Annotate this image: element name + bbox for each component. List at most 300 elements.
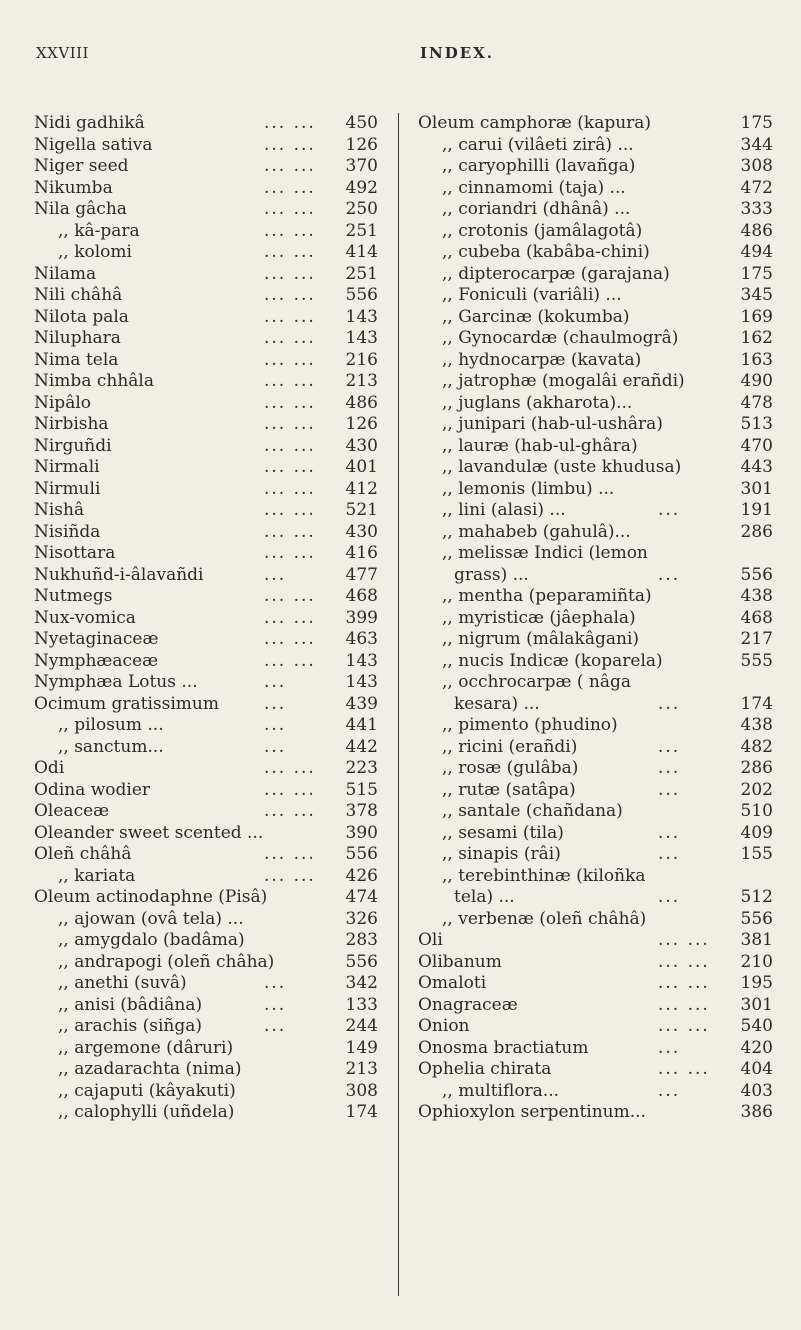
- page-reference: 486: [345, 392, 378, 413]
- index-term: Ophelia chirata: [418, 1059, 552, 1079]
- index-term: Oleander sweet scented ...: [34, 822, 264, 843]
- leader-dots: ... ...: [264, 220, 316, 241]
- leader-dots: ... ...: [264, 349, 316, 370]
- index-entry: [418, 565, 773, 587]
- page-reference: 412: [345, 478, 378, 499]
- page-reference: 556: [740, 564, 773, 585]
- page-reference: 478: [740, 392, 773, 413]
- index-term: ,, calophylli (uñdela): [58, 1102, 235, 1122]
- page-number: XXVIII: [36, 44, 89, 62]
- index-entry: [418, 393, 773, 415]
- index-term: ,, Gynocardæ (chaulmogrâ): [442, 328, 679, 348]
- leader-dots: ...: [264, 564, 287, 585]
- index-entry: [418, 500, 773, 522]
- leader-dots: ... ...: [264, 414, 316, 434]
- page-reference: 482: [740, 736, 773, 757]
- index-entry: [418, 113, 773, 135]
- index-entry: [418, 457, 773, 479]
- index-entry: [418, 930, 773, 952]
- index-term: ,, sesami (tila): [442, 822, 564, 843]
- page-reference: 301: [740, 478, 773, 499]
- leader-dots: ... ...: [264, 844, 316, 864]
- leader-dots: ... ...: [264, 865, 316, 886]
- index-entry: [418, 672, 773, 694]
- index-entry: [418, 651, 773, 673]
- index-term: Nidi gadhikâ: [34, 113, 145, 133]
- leader-dots: ... ...: [264, 500, 316, 520]
- index-term: ,, sinapis (râi): [442, 844, 561, 864]
- page-reference: 477: [345, 564, 378, 585]
- index-term: ,, santale (chañdana): [442, 801, 623, 821]
- page-reference: 143: [345, 650, 378, 671]
- leader-dots: ... ...: [658, 994, 710, 1015]
- index-entry: [418, 909, 773, 931]
- index-entry: [34, 156, 384, 178]
- page-reference: 492: [345, 177, 378, 198]
- leader-dots: ... ...: [264, 242, 316, 262]
- leader-dots: ... ...: [264, 758, 316, 778]
- index-term: ,, lauræ (hab-ul-ghâra): [442, 435, 638, 456]
- index-term: ,, nucis Indicæ (koparela): [442, 650, 663, 671]
- page-reference: 470: [740, 435, 773, 456]
- page-reference: 430: [345, 435, 378, 456]
- leader-dots: ...: [658, 736, 681, 757]
- page-reference: 474: [345, 887, 378, 907]
- index-entry: [34, 930, 384, 952]
- index-term: Oli: [418, 930, 443, 950]
- page-reference: 143: [345, 328, 378, 348]
- index-term: kesara) ...: [454, 693, 540, 714]
- page-reference: 217: [740, 629, 773, 649]
- page-reference: 250: [345, 199, 378, 219]
- index-term: Onagraceæ: [418, 994, 518, 1015]
- page-reference: 370: [345, 156, 378, 176]
- index-entry: [418, 737, 773, 759]
- index-term: ,, amygdalo (badâma): [58, 930, 245, 950]
- index-term: ,, verbenæ (oleñ châhâ): [442, 908, 647, 929]
- index-term: ,, lavandulæ (uste khudusa): [442, 457, 682, 477]
- index-entry: [34, 844, 384, 866]
- index-term: Nukhuñd-i-âlavañdi: [34, 564, 204, 585]
- index-entry: [34, 414, 384, 436]
- index-entry: [34, 995, 384, 1017]
- index-term: ,, cinnamomi (taja) ...: [442, 177, 626, 198]
- page-reference: 468: [740, 607, 773, 628]
- page-reference: 441: [345, 715, 378, 735]
- page-reference: 438: [740, 586, 773, 606]
- leader-dots: ... ...: [264, 134, 316, 155]
- index-term: Oleaceæ: [34, 801, 110, 821]
- index-term: Nux-vomica: [34, 607, 136, 628]
- page-reference: 210: [740, 951, 773, 972]
- index-entry: [34, 500, 384, 522]
- index-term: Nilota pala: [34, 306, 129, 327]
- leader-dots: ...: [658, 844, 681, 864]
- index-entry: [418, 328, 773, 350]
- index-entry: [34, 823, 384, 845]
- index-entry: [34, 457, 384, 479]
- index-term: Onion: [418, 1016, 470, 1036]
- index-entry: [34, 221, 384, 243]
- index-term: Nirmali: [34, 457, 100, 477]
- leader-dots: ... ...: [264, 371, 316, 391]
- page-reference: 213: [345, 1059, 378, 1079]
- page-reference: 490: [740, 371, 773, 391]
- page-reference: 438: [740, 715, 773, 735]
- leader-dots: ... ...: [264, 199, 316, 219]
- page-reference: 333: [740, 199, 773, 219]
- index-term: Nirmuli: [34, 478, 101, 499]
- index-entry: [34, 350, 384, 372]
- leader-dots: ... ...: [264, 285, 316, 305]
- leader-dots: ... ...: [264, 306, 316, 327]
- index-term: tela) ...: [454, 887, 515, 907]
- index-entry: [34, 393, 384, 415]
- index-entry: [418, 1016, 773, 1038]
- index-term: Nisiñda: [34, 521, 101, 542]
- page-reference: 143: [345, 672, 378, 692]
- index-term: Nymphæaceæ: [34, 650, 159, 671]
- index-term: Nimba chhâla: [34, 371, 154, 391]
- index-term: Oleñ châhâ: [34, 844, 132, 864]
- leader-dots: ... ...: [264, 801, 316, 821]
- index-entry: [34, 651, 384, 673]
- page-reference: 283: [345, 930, 378, 950]
- index-term: ,, occhrocarpæ ( nâga: [442, 672, 631, 692]
- index-entry: [418, 866, 773, 888]
- index-entry: [418, 586, 773, 608]
- leader-dots: ... ...: [658, 973, 710, 993]
- index-term: ,, rutæ (satâpa): [442, 779, 576, 800]
- page-reference: 403: [740, 1080, 773, 1101]
- leader-dots: ...: [264, 1016, 287, 1036]
- index-entry: [418, 307, 773, 329]
- index-entry: [418, 242, 773, 264]
- page-reference: 175: [740, 263, 773, 284]
- index-entry: [418, 629, 773, 651]
- index-entry: [34, 737, 384, 759]
- index-entry: [34, 909, 384, 931]
- index-term: ,, andrapogi (oleñ châha): [58, 951, 275, 972]
- leader-dots: ...: [264, 994, 287, 1015]
- page-reference: 513: [740, 414, 773, 434]
- index-entry: [418, 199, 773, 221]
- index-term: ,, arachis (siñga): [58, 1016, 203, 1036]
- page-reference: 191: [740, 500, 773, 520]
- index-term: ,, pilosum ...: [58, 715, 164, 735]
- index-entry: [34, 285, 384, 307]
- column-divider: [398, 113, 399, 1296]
- page-reference: 155: [740, 844, 773, 864]
- index-entry: [34, 1059, 384, 1081]
- index-entry: [418, 135, 773, 157]
- leader-dots: ...: [264, 693, 287, 714]
- page-reference: 251: [345, 263, 378, 284]
- index-term: ,, nigrum (mâlakâgani): [442, 629, 640, 649]
- page-reference: 515: [345, 779, 378, 800]
- index-term: ,, cajaputi (kâyakuti): [58, 1080, 236, 1101]
- index-term: ,, caryophilli (lavañga): [442, 156, 636, 176]
- leader-dots: ... ...: [264, 328, 316, 348]
- page-reference: 251: [345, 220, 378, 241]
- index-term: Nigella sativa: [34, 134, 153, 155]
- leader-dots: ... ...: [264, 177, 316, 198]
- index-entry: [34, 608, 384, 630]
- index-term: ,, junipari (hab-ul-ushâra): [442, 414, 663, 434]
- leader-dots: ... ...: [264, 543, 316, 563]
- index-term: ,, lemonis (limbu) ...: [442, 478, 615, 499]
- index-entry: [34, 586, 384, 608]
- page-reference: 174: [740, 693, 773, 714]
- index-term: ,, cubeba (kabâba-chini): [442, 242, 650, 262]
- index-entry: [34, 178, 384, 200]
- index-entry: [418, 758, 773, 780]
- leader-dots: ...: [264, 736, 287, 757]
- page-header: [0, 38, 801, 68]
- index-term: ,, crotonis (jamâlagotâ): [442, 220, 643, 241]
- index-term: Oleum camphoræ (kapura): [418, 113, 652, 133]
- index-entry: [418, 694, 773, 716]
- index-entry: [418, 371, 773, 393]
- page-reference: 486: [740, 220, 773, 241]
- index-entry: [34, 113, 384, 135]
- page-reference: 162: [740, 328, 773, 348]
- index-term: Nipâlo: [34, 392, 92, 413]
- index-entry: [418, 436, 773, 458]
- index-term: Nili châhâ: [34, 285, 123, 305]
- index-entry: [418, 715, 773, 737]
- index-entry: [418, 479, 773, 501]
- index-term: ,, ajowan (ovâ tela) ...: [58, 908, 244, 929]
- index-entry: [418, 780, 773, 802]
- page-reference: 175: [740, 113, 773, 133]
- page-reference: 556: [345, 285, 378, 305]
- index-term: ,, Foniculi (variâli) ...: [442, 285, 622, 305]
- leader-dots: ...: [658, 500, 681, 520]
- index-entry: [418, 823, 773, 845]
- leader-dots: ...: [658, 693, 681, 714]
- index-entry: [418, 1081, 773, 1103]
- index-term: Odina wodier: [34, 779, 151, 800]
- leader-dots: ...: [264, 715, 287, 735]
- index-entry: [418, 887, 773, 909]
- index-term: Ocimum gratissimum: [34, 693, 219, 714]
- page-reference: 463: [345, 629, 378, 649]
- index-entry: [34, 672, 384, 694]
- index-term: Nirbisha: [34, 414, 109, 434]
- index-entry: [418, 995, 773, 1017]
- index-entry: [418, 221, 773, 243]
- index-column-right: [418, 113, 773, 1124]
- index-term: grass) ...: [454, 564, 529, 585]
- index-term: Niluphara: [34, 328, 121, 348]
- page-reference: 308: [345, 1080, 378, 1101]
- index-term: Oleum actinodaphne (Pisâ): [34, 887, 268, 907]
- index-term: Niger seed: [34, 156, 129, 176]
- page-reference: 169: [740, 306, 773, 327]
- index-entry: [34, 264, 384, 286]
- leader-dots: ... ...: [264, 457, 316, 477]
- index-term: Nilama: [34, 263, 97, 284]
- leader-dots: ...: [658, 758, 681, 778]
- index-entry: [34, 479, 384, 501]
- page-reference: 390: [345, 822, 378, 843]
- page-reference: 420: [740, 1037, 773, 1058]
- page-reference: 301: [740, 994, 773, 1015]
- leader-dots: ...: [658, 779, 681, 800]
- index-term: Nisottara: [34, 543, 116, 563]
- page-reference: 468: [345, 586, 378, 606]
- index-entry: [418, 285, 773, 307]
- leader-dots: ...: [264, 973, 287, 993]
- index-entry: [34, 887, 384, 909]
- index-entry: [418, 844, 773, 866]
- index-entry: [418, 1102, 773, 1124]
- index-entry: [34, 565, 384, 587]
- page-reference: 345: [740, 285, 773, 305]
- leader-dots: ... ...: [658, 1059, 710, 1079]
- running-head: INDEX.: [420, 44, 495, 62]
- index-entry: [34, 1081, 384, 1103]
- leader-dots: ... ...: [264, 586, 316, 606]
- leader-dots: ... ...: [264, 113, 316, 133]
- index-term: ,, coriandri (dhânâ) ...: [442, 199, 631, 219]
- index-term: Nishâ: [34, 500, 85, 520]
- index-term: ,, kariata: [58, 865, 136, 886]
- index-term: Nirguñdi: [34, 435, 112, 456]
- page-reference: 439: [345, 693, 378, 714]
- leader-dots: ...: [658, 1080, 681, 1101]
- index-entry: [34, 866, 384, 888]
- index-entry: [34, 436, 384, 458]
- page-reference: 556: [345, 844, 378, 864]
- index-term: ,, dipterocarpæ (garajana): [442, 263, 670, 284]
- page-reference: 472: [740, 177, 773, 198]
- leader-dots: ... ...: [264, 156, 316, 176]
- index-term: ,, anisi (bâdiâna): [58, 994, 203, 1015]
- index-entry: [34, 328, 384, 350]
- index-term: ,, sanctum...: [58, 736, 164, 757]
- index-entry: [418, 522, 773, 544]
- index-term: Olibanum: [418, 951, 502, 972]
- index-entry: [34, 543, 384, 565]
- index-term: ,, juglans (akharota)...: [442, 392, 633, 413]
- index-term: Odi: [34, 758, 65, 778]
- page-reference: 556: [740, 908, 773, 929]
- index-entry: [34, 135, 384, 157]
- index-entry: [34, 199, 384, 221]
- index-term: ,, melissæ Indici (lemon: [442, 543, 648, 563]
- index-entry: [34, 522, 384, 544]
- index-term: ,, multiflora...: [442, 1080, 560, 1101]
- index-entry: [34, 694, 384, 716]
- page-reference: 223: [345, 758, 378, 778]
- leader-dots: ... ...: [264, 392, 316, 413]
- index-term: ,, lini (alasi) ...: [442, 500, 566, 520]
- index-entry: [418, 350, 773, 372]
- leader-dots: ... ...: [264, 263, 316, 284]
- index-term: ,, rosæ (gulâba): [442, 758, 579, 778]
- leader-dots: ... ...: [264, 779, 316, 800]
- index-entry: [418, 952, 773, 974]
- index-term: ,, anethi (suvâ): [58, 973, 187, 993]
- leader-dots: ... ...: [264, 435, 316, 456]
- index-term: Nikumba: [34, 177, 113, 198]
- index-entry: [418, 1038, 773, 1060]
- page-reference: 126: [345, 134, 378, 155]
- index-term: Nyetaginaceæ: [34, 629, 159, 649]
- index-term: ,, pimento (phudino): [442, 715, 618, 735]
- index-term: Nila gâcha: [34, 199, 127, 219]
- page-reference: 244: [345, 1016, 378, 1036]
- page-reference: 326: [345, 908, 378, 929]
- index-entry: [34, 801, 384, 823]
- leader-dots: ... ...: [264, 629, 316, 649]
- index-entry: [418, 1059, 773, 1081]
- page-reference: 450: [345, 113, 378, 133]
- page-reference: 426: [345, 865, 378, 886]
- page-reference: 342: [345, 973, 378, 993]
- page-reference: 133: [345, 994, 378, 1015]
- page-reference: 401: [345, 457, 378, 477]
- page-reference: 555: [740, 650, 773, 671]
- index-term: ,, argemone (dâruri): [58, 1037, 234, 1058]
- index-term: ,, terebinthinæ (kiloñka: [442, 865, 646, 886]
- index-entry: [34, 715, 384, 737]
- page-reference: 510: [740, 801, 773, 821]
- index-term: Onosma bractiatum: [418, 1037, 589, 1058]
- page-reference: 308: [740, 156, 773, 176]
- page-reference: 399: [345, 607, 378, 628]
- index-column-left: [34, 113, 384, 1124]
- index-entry: [418, 608, 773, 630]
- index-term: ,, Garcinæ (kokumba): [442, 306, 630, 327]
- index-entry: [34, 780, 384, 802]
- leader-dots: ...: [658, 822, 681, 843]
- leader-dots: ... ...: [264, 650, 316, 671]
- index-entry: [34, 1038, 384, 1060]
- page-reference: 174: [345, 1102, 378, 1122]
- page-reference: 414: [345, 242, 378, 262]
- leader-dots: ... ...: [264, 607, 316, 628]
- index-entry: [34, 307, 384, 329]
- page-reference: 286: [740, 521, 773, 542]
- index-entry: [418, 543, 773, 565]
- leader-dots: ... ...: [658, 1016, 710, 1036]
- index-entry: [34, 629, 384, 651]
- index-entry: [34, 1016, 384, 1038]
- leader-dots: ... ...: [658, 951, 710, 972]
- index-term: ,, mentha (peparamiñta): [442, 586, 652, 606]
- index-entry: [418, 156, 773, 178]
- page-reference: 404: [740, 1059, 773, 1079]
- index-term: Nima tela: [34, 349, 119, 370]
- index-term: ,, mahabeb (gahulâ)...: [442, 521, 631, 542]
- index-term: ,, myristicæ (jâephala): [442, 607, 636, 628]
- page-reference: 409: [740, 822, 773, 843]
- page-reference: 149: [345, 1037, 378, 1058]
- page-reference: 213: [345, 371, 378, 391]
- index-entry: [34, 371, 384, 393]
- index-term: ,, carui (vilâeti zirâ) ...: [442, 134, 634, 155]
- index-term: Nymphæa Lotus ...: [34, 672, 198, 692]
- page-reference: 143: [345, 306, 378, 327]
- leader-dots: ... ...: [264, 478, 316, 499]
- page-reference: 344: [740, 134, 773, 155]
- page-reference: 286: [740, 758, 773, 778]
- index-entry: [418, 801, 773, 823]
- index-entry: [34, 952, 384, 974]
